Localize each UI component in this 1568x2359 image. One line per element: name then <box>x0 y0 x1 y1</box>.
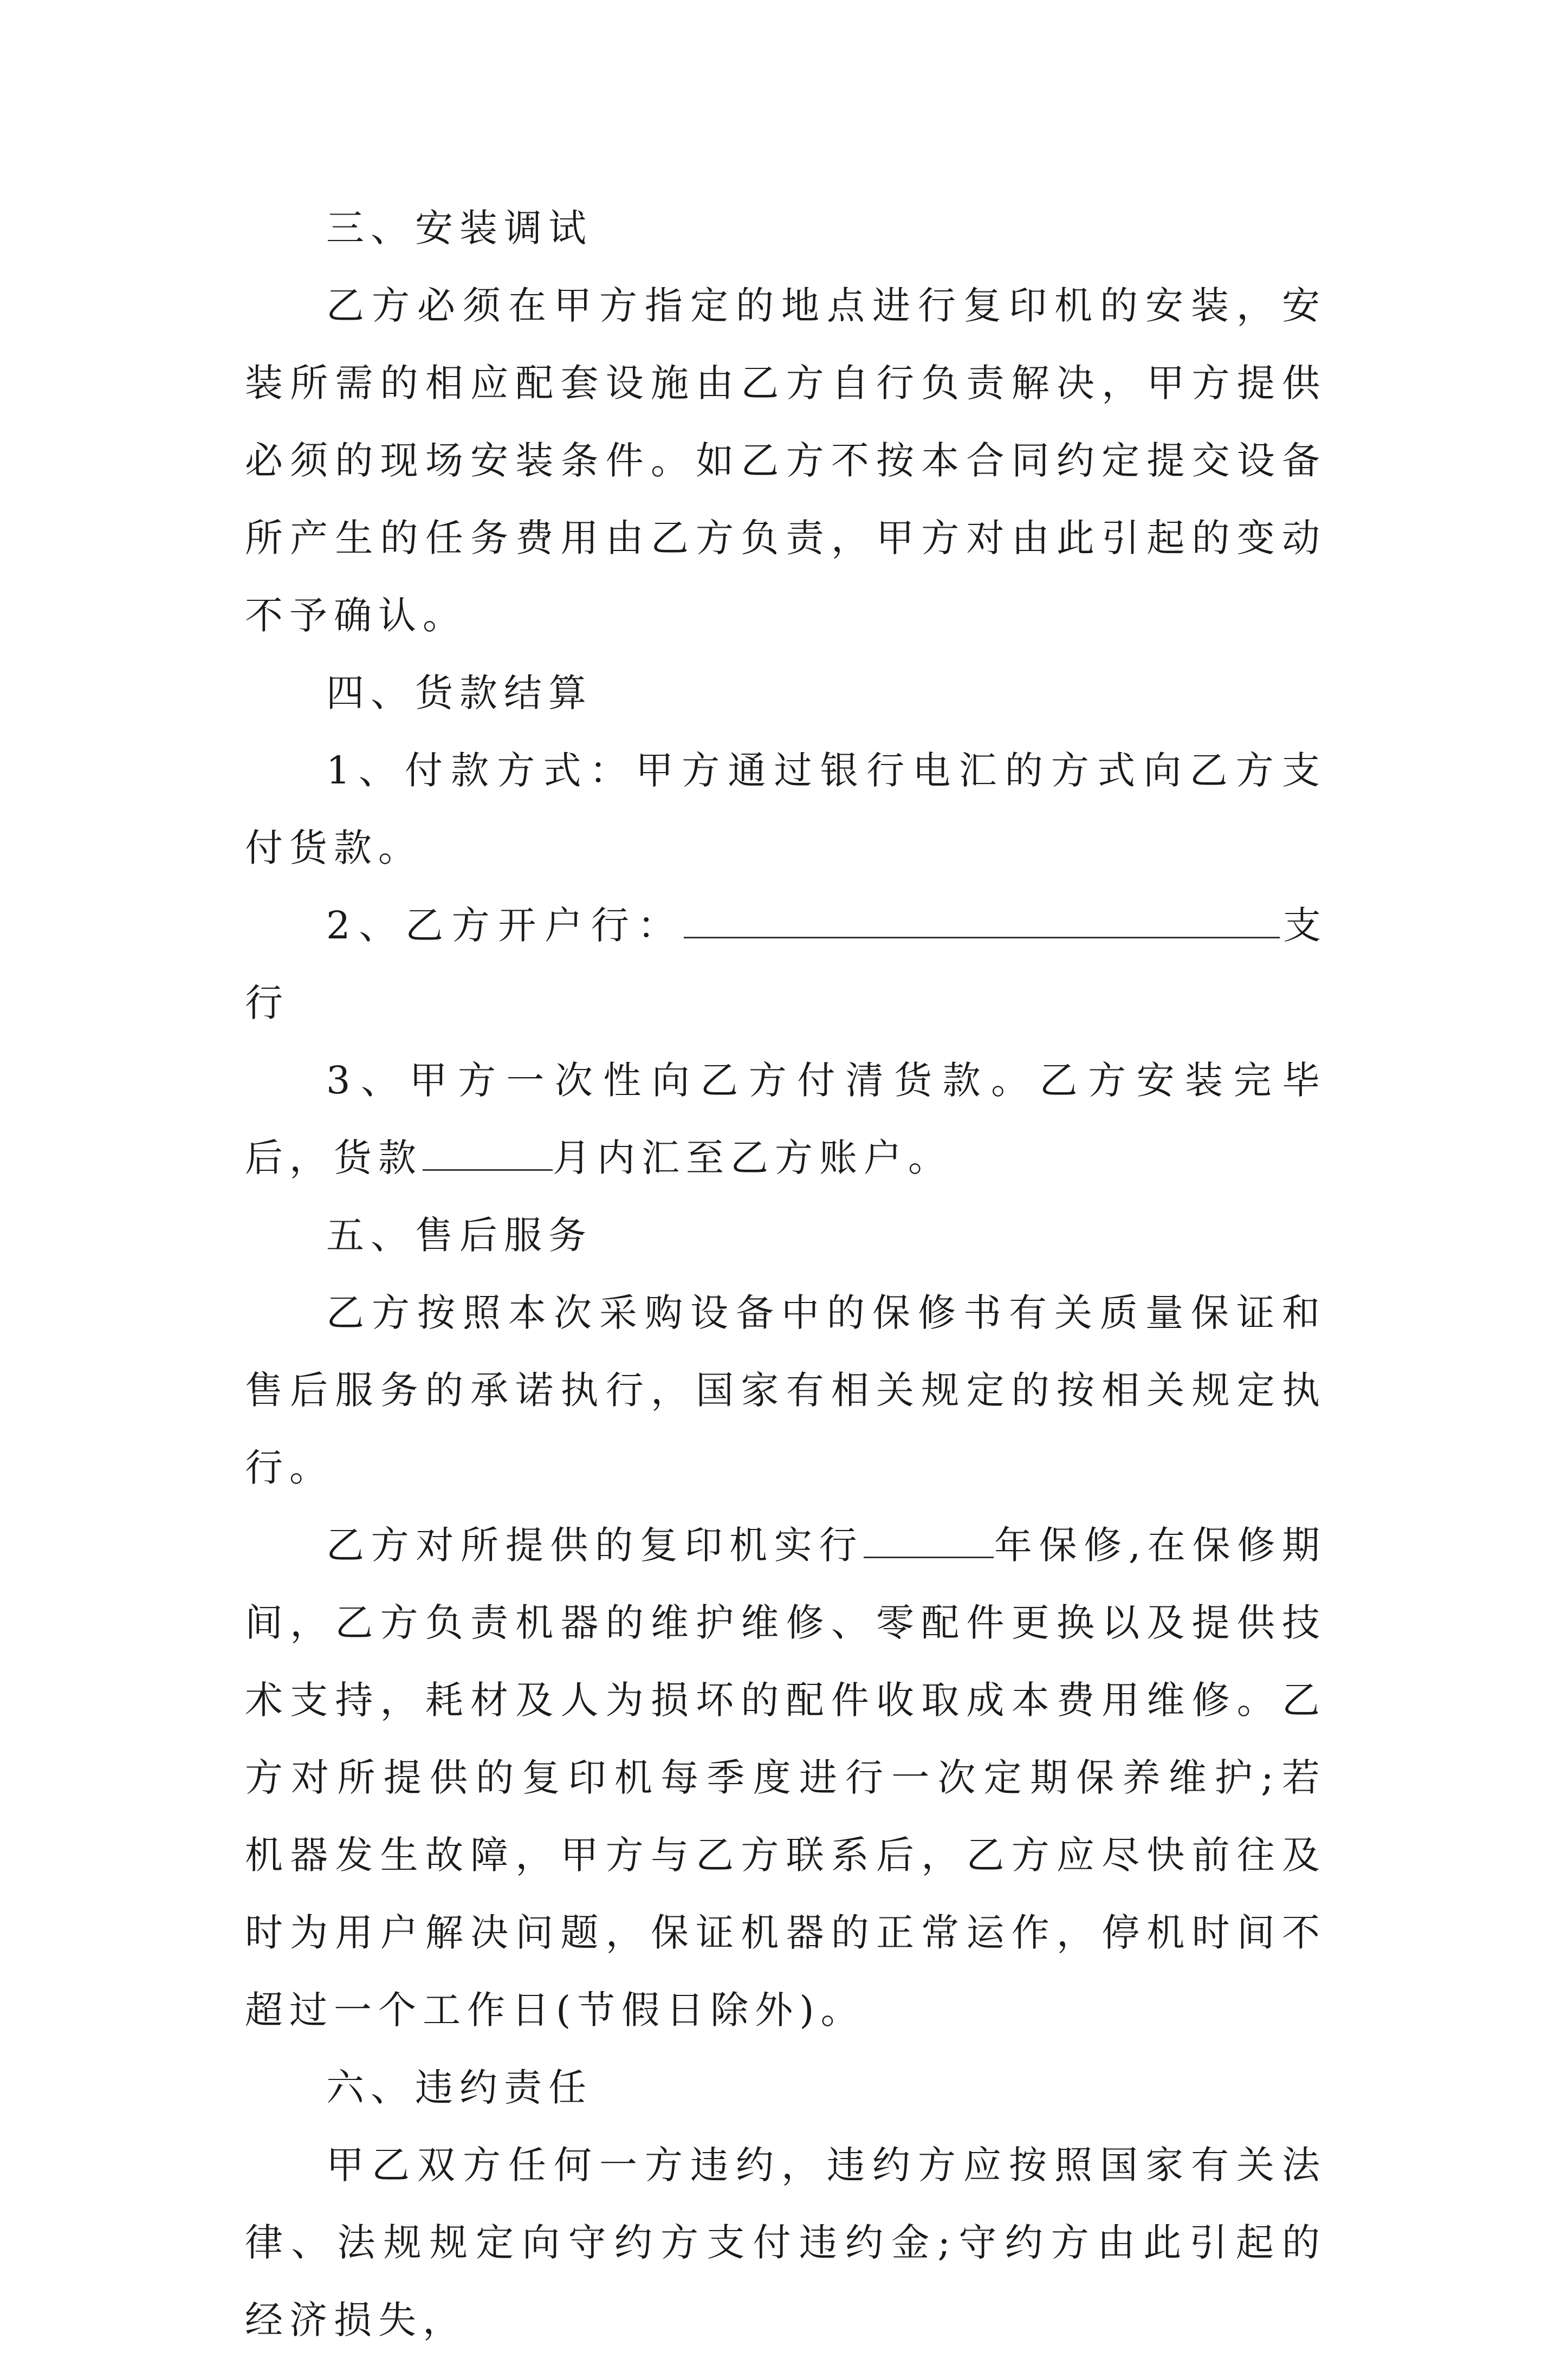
paragraph-text: 1、付款方式：甲方通过银行电汇的方式向乙方支付货款。 <box>245 748 1326 870</box>
section-heading-liability <box>245 2049 1326 2127</box>
paragraph-text: 年保修,在保修期间，乙方负责机器的维护维修、零配件更换以及提供技术支持，耗材及人为损坏的配件收取成本费用维修。乙方对所提供的复印机每季度进行一次定期保养维护;若机器发生故障，甲方与乙方联系后，乙方应尽快前往及时为用户解决问题，保证机器的正常运作，停机时间不超过一个工作日(节假日除外)。 <box>245 1523 1326 2032</box>
heading-text: 五、售后服务 <box>326 1213 593 1258</box>
paragraph-text: 甲乙双方任何一方违约，违约方应按照国家有关法律、法规规定向守约方支付违约金;守约方由此引起的经济损失， <box>245 2143 1326 2342</box>
paragraph-bank <box>245 887 1326 1042</box>
paragraph-text: 3、甲方一次性向乙方付清货款。乙方安装完毕后，货款 <box>245 1058 1326 1180</box>
section-heading-service <box>245 1197 1326 1274</box>
paragraph-service-warranty <box>245 1274 1326 1507</box>
paragraph-text: 乙方对所提供的复印机实行 <box>326 1523 864 1567</box>
paragraph-text: 乙方按照本次采购设备中的保修书有关质量保证和售后服务的承诺执行，国家有相关规定的按相关规定执行。 <box>245 1291 1326 1490</box>
heading-text: 三、安装调试 <box>326 206 593 250</box>
paragraph-service-maintenance <box>245 1507 1326 2049</box>
paragraph-text: 2、乙方开户行： <box>326 903 684 948</box>
section-heading-installation <box>245 190 1326 267</box>
paragraph-liability <box>245 2127 1326 2359</box>
heading-text: 四、货款结算 <box>326 671 593 715</box>
paragraph-text: 乙方必须在甲方指定的地点进行复印机的安装，安装所需的相应配套设施由乙方自行负责解决，甲方提供必须的现场安装条件。如乙方不按本合同约定提交设备所产生的任务费用由乙方负责，甲方对由此引起的变动不予确认。 <box>245 283 1326 638</box>
year-blank-line <box>864 1519 994 1558</box>
bank-blank-line <box>684 899 1280 938</box>
paragraph-text: 月内汇至乙方账户。 <box>553 1136 953 1180</box>
paragraph-payment-method <box>245 732 1326 887</box>
document-body <box>245 190 1326 2359</box>
heading-text: 六、违约责任 <box>326 2065 593 2110</box>
paragraph-payment-term <box>245 1042 1326 1197</box>
paragraph-text: 支行 <box>245 903 1326 1025</box>
section-heading-payment <box>245 654 1326 732</box>
month-blank-line <box>423 1131 553 1171</box>
paragraph-installation <box>245 267 1326 654</box>
